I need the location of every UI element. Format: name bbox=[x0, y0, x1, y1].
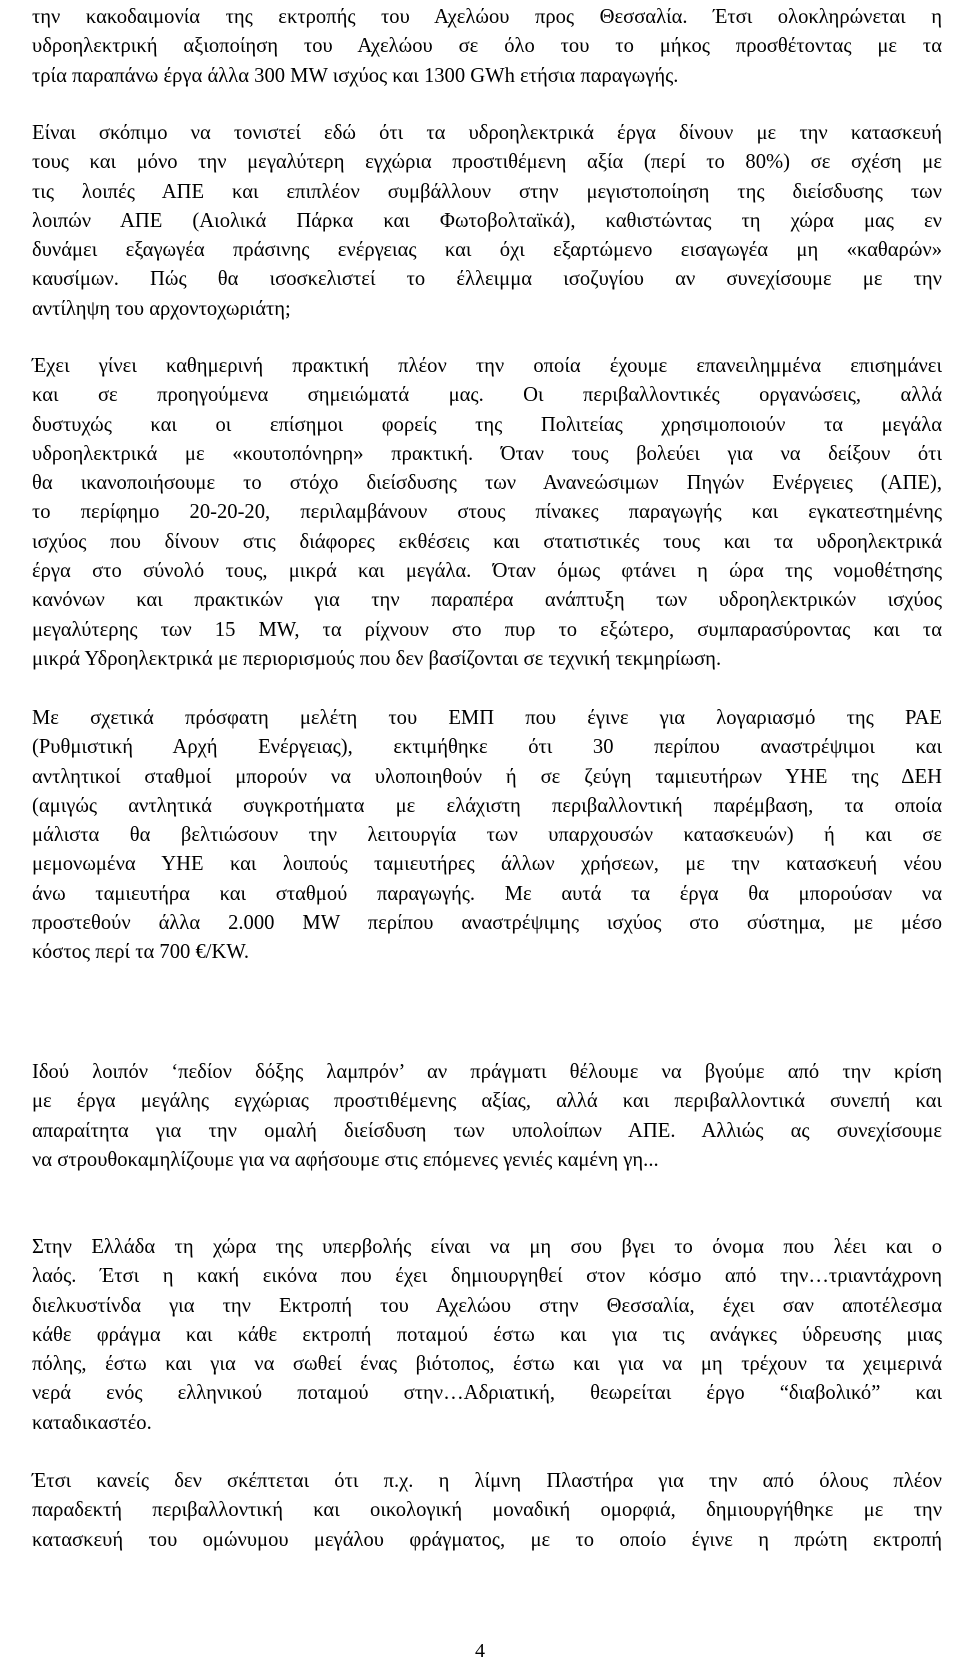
text-line: καυσίμων. Πώς θα ισοσκελιστεί το έλλειμμα ισοζυγίου αν συνεχίσουμε με την bbox=[32, 268, 942, 291]
text-line: και σε προηγούμενα σημειώματά μας. Οι περιβαλλοντικές οργανώσεις, αλλά bbox=[32, 384, 942, 407]
text-line: νερά ενός ελληνικού ποταμού στην…Αδριατική, θεωρείται έργο “διαβολικό” και bbox=[32, 1382, 942, 1405]
text-line: το περίφημο 20-20-20, περιλαμβάνουν στους πίνακες παραγωγής και εγκατεστημένης bbox=[32, 501, 942, 524]
text-line: τις λοιπές ΑΠΕ και επιπλέον συμβάλλουν στην μεγιστοποίηση της διείσδυσης των bbox=[32, 180, 942, 203]
paragraph-4 bbox=[32, 704, 942, 968]
page-number bbox=[0, 1640, 960, 1663]
text-line: απαραίτητα για την ομαλή διείσδυση των υπολοίπων ΑΠΕ. Αλλιώς ας συνεχίσουμε bbox=[32, 1119, 942, 1142]
paragraph-5 bbox=[32, 1058, 942, 1175]
text-line: την κακοδαιμονία της εκτροπής του Αχελώου προς Θεσσαλία. Έτσι ολοκληρώνεται η bbox=[32, 6, 942, 28]
text-line: θα ικανοποιήσουμε το στόχο διείσδυσης των Ανανεώσιμων Πηγών Ενέργειες (ΑΠΕ), bbox=[32, 472, 942, 495]
text-line: (αμιγώς αντλητικά συγκροτήματα με ελάχιστη περιβαλλοντική παρέμβαση, τα οποία bbox=[32, 794, 942, 817]
text-line: τρία παραπάνω έργα άλλα 300 MW ισχύος και 1300 GWh ετήσια παραγωγής. bbox=[32, 64, 679, 87]
paragraph-3 bbox=[32, 352, 942, 674]
text-line: δυστυχώς και οι επίσημοι φορείς της Πολιτείας χρησιμοποιούν τα μεγάλα bbox=[32, 413, 942, 436]
text-line: πόλης, έστω και για να σωθεί ένας βιότοπος, έστω και για να μη τρέχουν τα χειμερινά bbox=[32, 1353, 942, 1376]
text-line: διελκυστίνδα για την Εκτροπή του Αχελώου στην Θεσσαλία, έχει σαν αποτέλεσμα bbox=[32, 1294, 942, 1317]
text-line: έργα στο σύνολό τους, μικρά και μεγάλα. Όταν όμως φτάνει η ώρα της νομοθέτησης bbox=[32, 560, 942, 583]
text-line: τους και μόνο την μεγαλύτερη εγχώρια προστιθέμενη αξία (περί το 80%) σε σχέση με bbox=[32, 151, 942, 174]
text-line: Ιδού λοιπόν ‘πεδίον δόξης λαμπρόν’ αν πράγματι θέλουμε να βγούμε από την κρίση bbox=[32, 1061, 942, 1083]
text-line: ισχύος που δίνουν στις διάφορες εκθέσεις και στατιστικές τους και τα υδροηλεκτρικά bbox=[32, 530, 942, 553]
text-line: προστεθούν άλλα 2.000 MW περίπου αναστρέψιμης ισχύος στο σύστημα, με μέσο bbox=[32, 912, 942, 935]
text-line: αντίληψη του αρχοντοχωριάτη; bbox=[32, 297, 291, 320]
text-line: με έργα μεγάλης εγχώριας προστιθέμενης αξίας, αλλά και περιβαλλοντικά συνεπή και bbox=[32, 1090, 942, 1113]
text-line: Είναι σκόπιμο να τονιστεί εδώ ότι τα υδροηλεκτρικά έργα δίνουν με την κατασκευή bbox=[32, 122, 942, 144]
paragraph-7 bbox=[32, 1467, 942, 1555]
text-line: Έχει γίνει καθημερινή πρακτική πλέον την οποία έχουμε επανειλημμένα επισημάνει bbox=[32, 355, 942, 377]
text-line: να στρουθοκαμηλίζουμε για να αφήσουμε στις επόμενες γενιές καμένη γη... bbox=[32, 1148, 659, 1171]
text-line: καταδικαστέο. bbox=[32, 1411, 152, 1434]
paragraph-2 bbox=[32, 119, 942, 324]
text-line: κατασκευή του ομώνυμου μεγάλου φράγματος, με το οποίο έγινε η πρώτη εκτροπή bbox=[32, 1528, 942, 1551]
page-number-label: 4 bbox=[475, 1640, 485, 1662]
text-line: (Ρυθμιστική Αρχή Ενέργειας), εκτιμήθηκε ότι 30 περίπου αναστρέψιμοι και bbox=[32, 736, 942, 759]
text-line: μεμονωμένα ΥΗΕ και λοιπούς ταμιευτήρες άλλων χρήσεων, με την κατασκευή νέου bbox=[32, 853, 942, 876]
text-line: άνω ταμιευτήρα και σταθμού παραγωγής. Με αυτά τα έργα θα μπορούσαν να bbox=[32, 882, 942, 905]
text-line: Με σχετικά πρόσφατη μελέτη του ΕΜΠ που έγινε για λογαριασμό της ΡΑΕ bbox=[32, 707, 942, 729]
text-line: μεγαλύτερης των 15 MW, τα ρίχνουν στο πυρ το εξώτερο, συμπαρασύροντας και τα bbox=[32, 618, 942, 641]
text-line: υδροηλεκτρική αξιοποίηση του Αχελώου σε όλο του το μήκος προσθέτοντας με τα bbox=[32, 35, 942, 58]
paragraph-6 bbox=[32, 1233, 942, 1438]
text-line: λαός. Έτσι η κακή εικόνα που έχει δημιουργηθεί στον κόσμο από την…τριαντάχρονη bbox=[32, 1265, 942, 1288]
text-line: αντλητικοί σταθμοί μπορούν να υλοποιηθούν ή σε ζεύγη ταμιευτήρων ΥΗΕ της ΔΕΗ bbox=[32, 765, 942, 788]
text-line: κάθε φράγμα και κάθε εκτροπή ποταμού έστω και για τις ανάγκες ύδρευσης μιας bbox=[32, 1323, 942, 1346]
paragraph-1 bbox=[32, 3, 942, 91]
text-line: Στην Ελλάδα τη χώρα της υπερβολής είναι να μη σου βγει το όνομα που λέει και ο bbox=[32, 1236, 942, 1258]
text-line: υδροηλεκτρικά με «κουτοπόνηρη» πρακτική. Όταν τους βολεύει για να δείξουν ότι bbox=[32, 442, 942, 465]
text-line: κανόνων και πρακτικών για την παραπέρα ανάπτυξη των υδροηλεκτρικών ισχύος bbox=[32, 589, 942, 612]
text-line: λοιπών ΑΠΕ (Αιολικά Πάρκα και Φωτοβολταϊκά), καθιστώντας τη χώρα μας εν bbox=[32, 209, 942, 232]
text-line: παραδεκτή περιβαλλοντική και οικολογική μοναδική ομορφιά, δημιουργήθηκε με την bbox=[32, 1499, 942, 1522]
text-line: κόστος περί τα 700 €/KW. bbox=[32, 941, 250, 964]
text-line: μάλιστα θα βελτιώσουν την λειτουργία των υπαρχουσών κατασκευών) ή και σε bbox=[32, 824, 942, 847]
text-line: δυνάμει εξαγωγέα πράσινης ενέργειας και όχι εξαρτώμενο εισαγωγέα μη «καθαρών» bbox=[32, 239, 942, 262]
text-line: μικρά Υδροηλεκτρικά με περιορισμούς που δεν βασίζονται σε τεχνική τεκμηρίωση. bbox=[32, 647, 722, 670]
text-line: Έτσι κανείς δεν σκέπτεται ότι π.χ. η λίμνη Πλαστήρα για την από όλους πλέον bbox=[32, 1470, 942, 1492]
